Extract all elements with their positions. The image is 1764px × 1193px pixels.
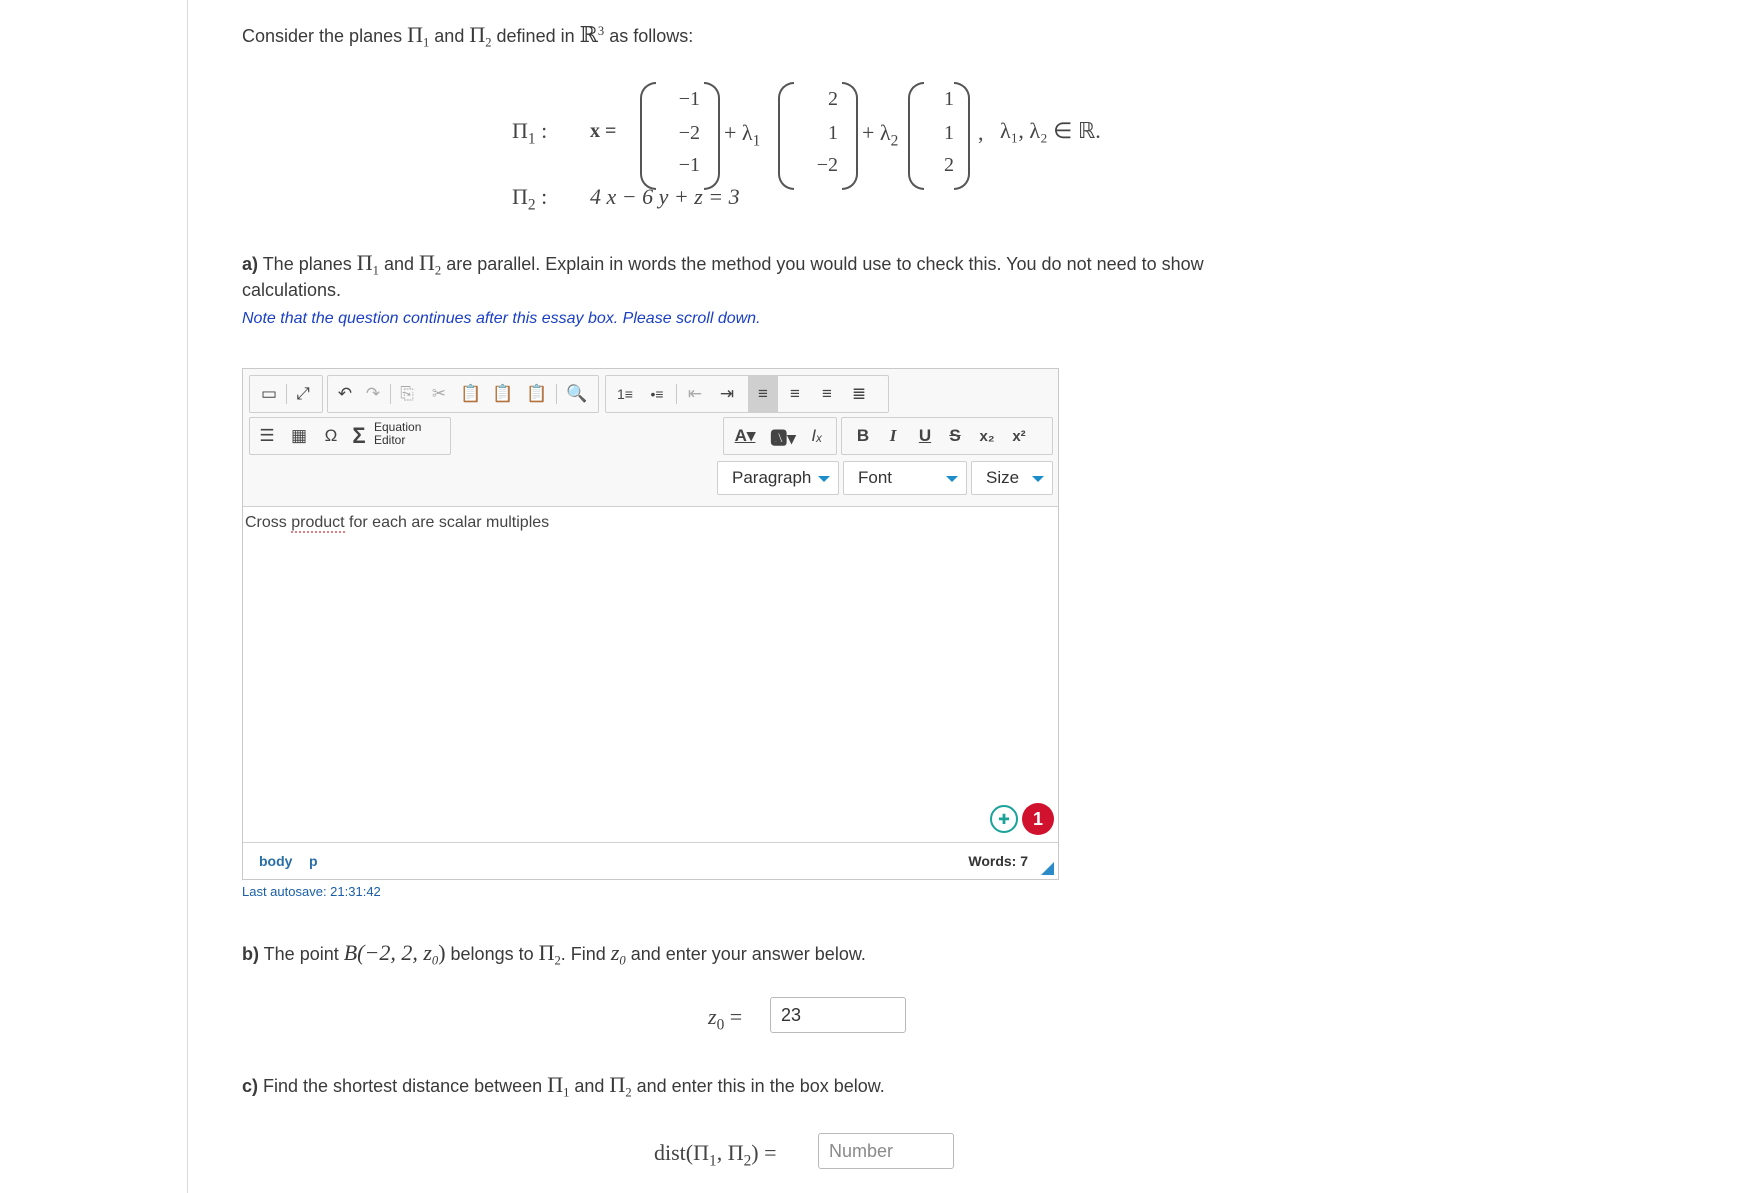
vector-entry: 1 bbox=[944, 122, 954, 144]
horizontal-rule-icon[interactable]: ☰ bbox=[259, 426, 275, 445]
pi2-sub: 2 bbox=[434, 263, 442, 278]
vector-entry: −2 bbox=[678, 122, 700, 144]
editor-statusbar bbox=[243, 842, 1058, 879]
size-select[interactable] bbox=[971, 461, 1053, 495]
toolbar-separator bbox=[286, 384, 287, 404]
pi1-sub: 1 bbox=[563, 1085, 570, 1100]
pi2-label: $\Pi_2$ : bbox=[512, 184, 548, 214]
comma: , bbox=[978, 120, 984, 145]
undo-icon[interactable]: ↶ bbox=[337, 384, 353, 403]
z0-answer-input[interactable] bbox=[770, 997, 906, 1033]
vector-direction-1 bbox=[778, 82, 858, 186]
pi2-sub: 2 bbox=[485, 35, 492, 50]
pi2-symbol: Π bbox=[538, 940, 555, 965]
point-b: B(−2, 2, z bbox=[343, 940, 432, 965]
toolbar-group-edit bbox=[327, 375, 599, 413]
autosave-status: Last autosave: 21:31:42 bbox=[242, 884, 381, 899]
subscript-icon[interactable]: x₂ bbox=[979, 427, 995, 445]
background-color-icon[interactable]: 🅰▾ bbox=[770, 428, 796, 448]
pi1-sub: 1 bbox=[372, 263, 379, 278]
pi1-label: $\Pi_1$ : bbox=[512, 118, 548, 148]
right-paren bbox=[704, 82, 720, 190]
maximize-icon[interactable]: ⤢ bbox=[296, 384, 310, 403]
point-b-sub: 0 bbox=[431, 953, 439, 968]
numbered-list-icon[interactable]: 1≡ bbox=[617, 386, 633, 402]
pi1-symbol: Π bbox=[547, 1072, 564, 1097]
vector-point bbox=[640, 82, 720, 186]
paragraph-format-select[interactable] bbox=[717, 461, 839, 495]
table-icon[interactable]: ▦ bbox=[290, 426, 308, 445]
pi2-symbol: Π bbox=[419, 250, 435, 275]
intro-text bbox=[242, 22, 693, 51]
font-label: Font bbox=[858, 468, 893, 487]
vector-entry: 1 bbox=[944, 88, 954, 110]
part-b-text: The point bbox=[259, 944, 344, 964]
notification-badge[interactable]: 1 bbox=[1022, 803, 1054, 835]
part-c-text: and enter this in the box below. bbox=[631, 1076, 885, 1096]
italic-icon[interactable]: I bbox=[889, 426, 897, 445]
font-select[interactable] bbox=[843, 461, 967, 495]
pi2-symbol: Π bbox=[609, 1072, 626, 1097]
path-p[interactable]: p bbox=[309, 853, 318, 869]
z0-sub: 0 bbox=[619, 953, 626, 968]
part-c-text: Find the shortest distance between bbox=[258, 1076, 548, 1096]
paste-word-icon[interactable]: 📋 bbox=[526, 384, 548, 403]
reals-power: 3 bbox=[597, 24, 605, 38]
cut-icon[interactable]: ✂ bbox=[431, 384, 447, 403]
remove-format-icon[interactable]: Iₓ bbox=[811, 426, 823, 445]
left-divider bbox=[187, 0, 188, 1193]
path-body[interactable]: body bbox=[259, 853, 293, 869]
spellcheck-word: product bbox=[291, 514, 345, 531]
align-left-icon[interactable]: ≡ bbox=[748, 376, 778, 412]
size-label: Size bbox=[986, 468, 1020, 487]
find-icon[interactable]: 🔍 bbox=[566, 384, 588, 403]
equation-editor-label: Editor bbox=[374, 433, 406, 447]
pi2-sub: 2 bbox=[554, 953, 561, 968]
equation-editor-button[interactable] bbox=[374, 421, 421, 447]
part-b-text: . Find bbox=[560, 944, 611, 964]
editor-toolbar bbox=[243, 369, 1058, 507]
pi2-equation: 4 x − 6 y + z = 3 bbox=[590, 184, 740, 209]
omega-icon[interactable]: Ω bbox=[324, 426, 338, 445]
vector-entry: 1 bbox=[828, 122, 838, 144]
underline-icon[interactable]: U bbox=[918, 426, 932, 445]
content-text: for each are scalar multiples bbox=[344, 514, 550, 531]
chevron-down-icon bbox=[818, 476, 830, 482]
vector-entry: −1 bbox=[678, 154, 700, 176]
pi2-sub: 2 bbox=[625, 1085, 632, 1100]
dist-label: $dist(\Pi_1$, $\Pi_2$) = bbox=[654, 1140, 777, 1170]
z0-symbol: z bbox=[610, 940, 620, 965]
toolbar-group-insert bbox=[249, 417, 451, 455]
text-color-icon[interactable]: A▾ bbox=[734, 426, 756, 445]
word-count: Words: 7 bbox=[968, 853, 1028, 869]
plus-lambda2: + $\lambda_2$ bbox=[862, 120, 899, 150]
right-paren bbox=[954, 82, 970, 190]
bold-icon[interactable]: B bbox=[856, 426, 870, 445]
intro-before: Consider the planes bbox=[242, 26, 408, 46]
part-a-text: The planes bbox=[258, 254, 357, 274]
point-b-close: ) bbox=[438, 940, 446, 965]
part-b-label: b) bbox=[242, 944, 259, 964]
align-center-icon[interactable]: ≡ bbox=[790, 384, 800, 403]
intro-as-follows: as follows: bbox=[604, 26, 694, 46]
toolbar-separator bbox=[556, 384, 557, 404]
distance-answer-input[interactable] bbox=[818, 1133, 954, 1169]
align-right-icon[interactable]: ≡ bbox=[822, 384, 832, 403]
paste-text-icon[interactable]: 📋 bbox=[492, 384, 514, 403]
lambda-condition: λ₁, λ₂ ∈ ℝ. bbox=[1000, 118, 1101, 143]
part-a-line1 bbox=[242, 250, 1342, 279]
strikethrough-icon[interactable]: S bbox=[949, 426, 961, 445]
toolbar-group-paragraph bbox=[605, 375, 889, 413]
scroll-note: Note that the question continues after this essay box. Please scroll down. bbox=[242, 310, 761, 327]
intro-defined-in: defined in bbox=[491, 26, 580, 46]
paste-icon[interactable]: 📋 bbox=[460, 384, 482, 403]
vector-direction-2 bbox=[908, 82, 970, 186]
part-c-text bbox=[242, 1072, 885, 1101]
chevron-down-icon bbox=[1032, 476, 1044, 482]
part-b-text: and enter your answer below. bbox=[625, 944, 866, 964]
justify-icon[interactable]: ≣ bbox=[851, 384, 867, 403]
pi1-sub: 1 bbox=[423, 35, 430, 50]
superscript-icon[interactable]: x² bbox=[1012, 427, 1026, 445]
resize-handle[interactable] bbox=[1041, 862, 1054, 875]
content-text: Cross bbox=[245, 514, 292, 531]
vector-entry: −1 bbox=[678, 88, 700, 110]
outdent-icon[interactable]: ⇤ bbox=[687, 384, 703, 403]
part-a-label: a) bbox=[242, 254, 259, 274]
part-b-text bbox=[242, 940, 866, 969]
vector-entry: −2 bbox=[816, 154, 838, 176]
x-equals: x = bbox=[590, 120, 617, 142]
editor-content[interactable] bbox=[245, 514, 549, 532]
sigma-icon[interactable]: Σ bbox=[352, 423, 366, 448]
plus-lambda1: + $\lambda_1$ bbox=[724, 120, 761, 150]
reals-symbol: ℝ bbox=[579, 22, 598, 47]
left-paren bbox=[908, 82, 924, 190]
copy-icon[interactable]: ⎘ bbox=[400, 384, 414, 403]
essay-editor bbox=[242, 368, 1059, 880]
vector-entry: 2 bbox=[828, 88, 838, 110]
indent-icon[interactable]: ⇥ bbox=[719, 384, 735, 403]
toolbar-group-style bbox=[841, 417, 1053, 455]
part-c-text: and bbox=[569, 1076, 610, 1096]
right-paren bbox=[842, 82, 858, 190]
pi2-symbol: Π bbox=[469, 22, 486, 47]
toolbar-separator bbox=[390, 384, 391, 404]
paragraph-format-label: Paragraph bbox=[732, 468, 812, 487]
pi1-symbol: Π bbox=[356, 250, 373, 275]
assistant-icon[interactable]: ✚ bbox=[990, 805, 1018, 833]
z0-answer-label: $z_0$ = bbox=[708, 1004, 743, 1034]
source-icon[interactable]: ▭ bbox=[260, 384, 278, 403]
part-a-line2: calculations. bbox=[242, 280, 342, 300]
redo-icon[interactable]: ↷ bbox=[365, 384, 381, 403]
intro-and: and bbox=[429, 26, 470, 46]
toolbar-separator bbox=[676, 384, 677, 404]
part-a-text: and bbox=[378, 254, 419, 274]
toolbar-group-colors bbox=[723, 417, 837, 455]
toolbar-group-view bbox=[249, 375, 323, 413]
bulleted-list-icon[interactable]: •≡ bbox=[650, 386, 664, 402]
part-b-text: belongs to bbox=[445, 944, 539, 964]
pi1-symbol: Π bbox=[407, 22, 423, 47]
part-a-text: are parallel. Explain in words the method you would use to check this. You do not need to show bbox=[441, 254, 1204, 274]
equation-editor-label: Equation bbox=[374, 420, 422, 434]
part-c-label: c) bbox=[242, 1076, 259, 1096]
vector-entry: 2 bbox=[944, 154, 954, 176]
chevron-down-icon bbox=[946, 476, 958, 482]
